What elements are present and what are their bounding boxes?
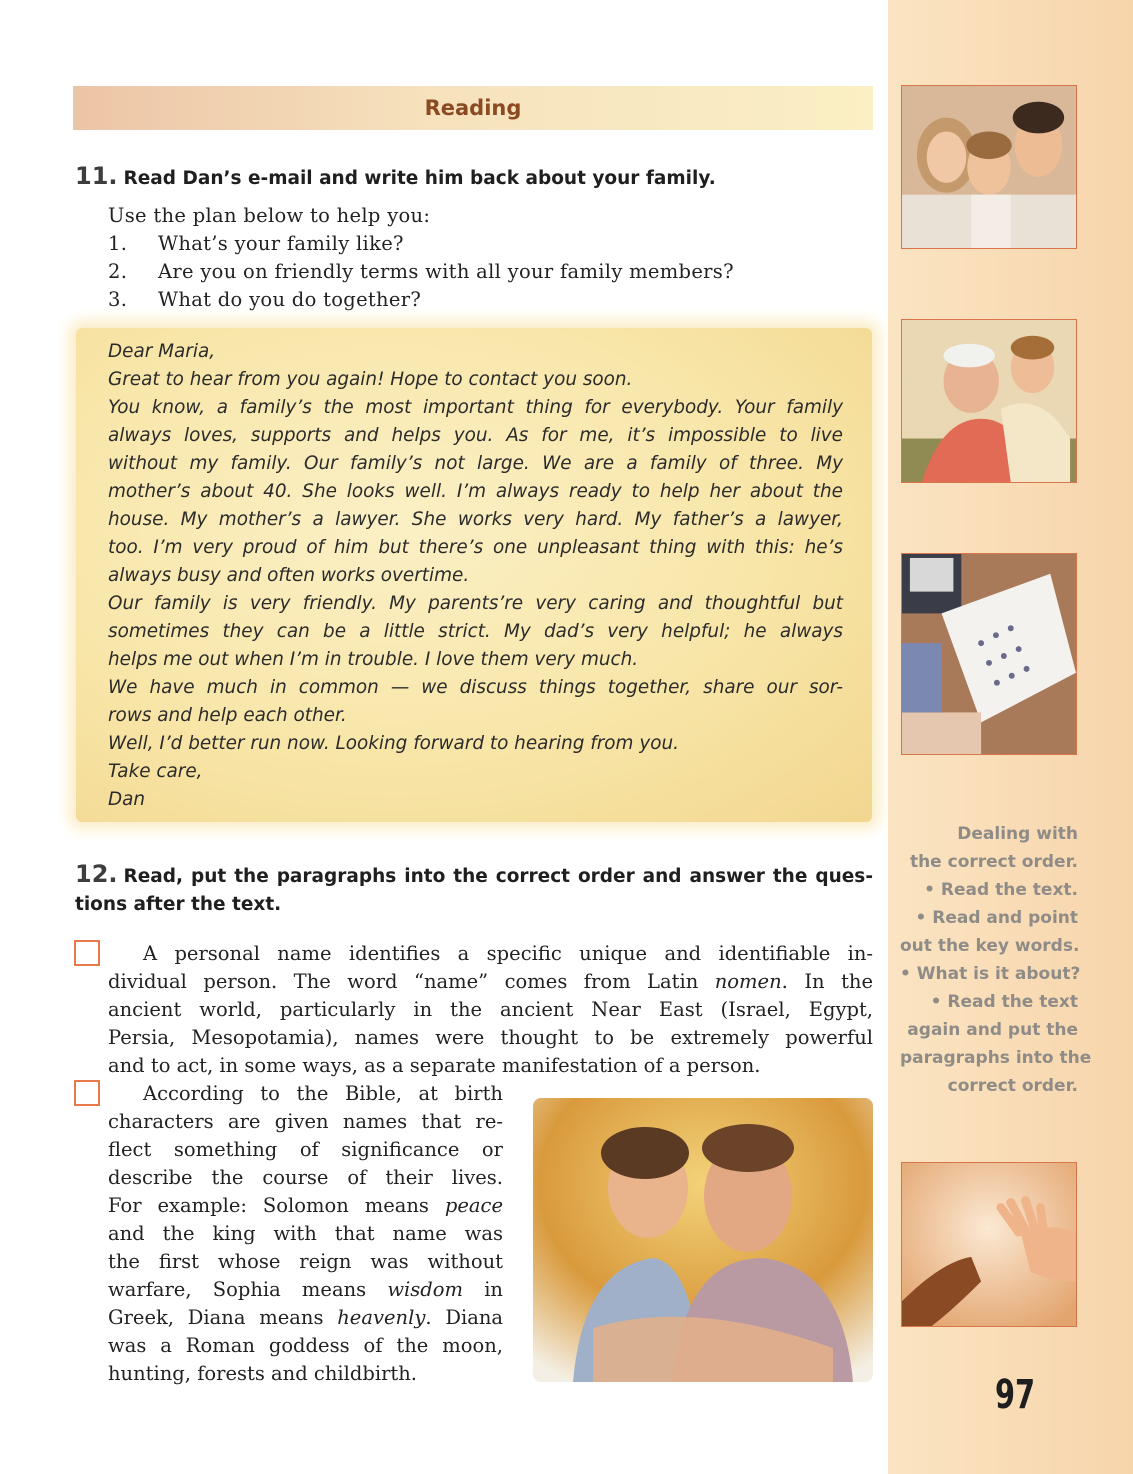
letter-line: Dan: [108, 789, 146, 810]
letter-line: We have much in common — we discuss things together, share our sor-: [108, 677, 843, 698]
side-note-line: • Read the text: [930, 992, 1078, 1012]
task-instruction: Read, put the paragraphs into the correct order and answer the ques-: [123, 866, 873, 887]
side-note-line: Dealing with: [957, 824, 1078, 844]
letter-line: without my family. Our family’s not large. We are a family of three. My: [108, 453, 843, 474]
side-note-line: paragraphs into the: [900, 1048, 1092, 1068]
side-note-line: • What is it about?: [900, 964, 1081, 984]
side-note-line: correct order.: [947, 1076, 1078, 1096]
letter-line: house. My mother’s a lawyer. She works very hard. My father’s a lawyer,: [108, 509, 843, 530]
letter-line: Great to hear from you again! Hope to contact you soon.: [108, 369, 633, 390]
section-header: [73, 86, 873, 130]
letter-line: rows and help each other.: [108, 705, 347, 726]
letter-line: too. I’m very proud of him but there’s one unpleasant thing with this: he’s: [108, 537, 843, 558]
side-note: [900, 820, 1092, 1100]
email-letter: [108, 338, 843, 814]
father-son-photo: [533, 1098, 873, 1382]
paragraph-1: A personal name identifies a specific unique and identifiable in- dividual person. The word “name” comes from Latin nomen. In the ancient world, particularly in the ancient Near East (Israel, Egypt, Persia, Mesopotamia), names were thought to be extremely powerful and to act, in some ways, as a separate manifestation of a person.: [108, 942, 873, 1077]
order-checkbox-1[interactable]: [74, 940, 100, 966]
order-checkbox-2[interactable]: [74, 1080, 100, 1106]
side-note-line: • Read and point: [915, 908, 1078, 928]
page-number: 97: [994, 1372, 1036, 1418]
side-note-line: out the key words.: [900, 936, 1080, 956]
task-number: 12.: [75, 860, 118, 888]
letter-line: You know, a family’s the most important thing for everybody. Your family: [108, 397, 843, 418]
plan-item: 1. What’s your family like?: [108, 232, 404, 255]
letter-line: mother’s about 40. She looks well. I’m always ready to help her about the: [108, 481, 843, 502]
letter-line: always loves, supports and helps you. As for me, it’s impossible to live: [108, 425, 843, 446]
letter-line: helps me out when I’m in trouble. I love them very much.: [108, 649, 639, 670]
task-12-title: [75, 860, 873, 919]
side-note-line: • Read the text.: [924, 880, 1078, 900]
letter-line: sometimes they can be a little strict. My dad’s very helpful; he always: [108, 621, 843, 642]
paragraph-2: According to the Bible, at birth characters are given names that re- flect something of significance or describe the course of their lives. For example: Solomon means peace and the king with that name was the first whose reign was without warfare, Sophia means wisdom in Greek, Diana means heavenly. Diana was a Roman goddess of the moon, hunting, forests and childbirth.: [108, 1082, 504, 1385]
plan-item: 3. What do you do together?: [108, 288, 422, 311]
task-instruction: tions after the text.: [75, 894, 282, 915]
plan-intro: Use the plan below to help you:: [108, 204, 431, 227]
letter-line: Our family is very friendly. My parents’re very caring and thoughtful but: [108, 593, 843, 614]
letter-line: Well, I’d better run now. Looking forward to hearing from you.: [108, 733, 679, 754]
grandfather-photo: [901, 319, 1077, 483]
letter-line: Take care,: [108, 761, 203, 782]
letter-line: always busy and often works overtime.: [108, 565, 470, 586]
plan-item: 2. Are you on friendly terms with all your family members?: [108, 260, 734, 283]
task-instruction: Read Dan’s e-mail and write him back about your family.: [123, 168, 716, 189]
task-11-title: [75, 162, 716, 193]
task-number: 11.: [75, 162, 118, 190]
side-note-line: again and put the: [907, 1020, 1078, 1040]
letter-line: Dear Maria,: [108, 341, 216, 362]
hands-photo: [901, 1162, 1077, 1327]
side-note-line: the correct order.: [909, 852, 1078, 872]
family-photo: [901, 85, 1077, 249]
family-tree-photo: [901, 553, 1077, 755]
section-title: Reading: [424, 96, 522, 120]
plan-list: [108, 202, 734, 314]
